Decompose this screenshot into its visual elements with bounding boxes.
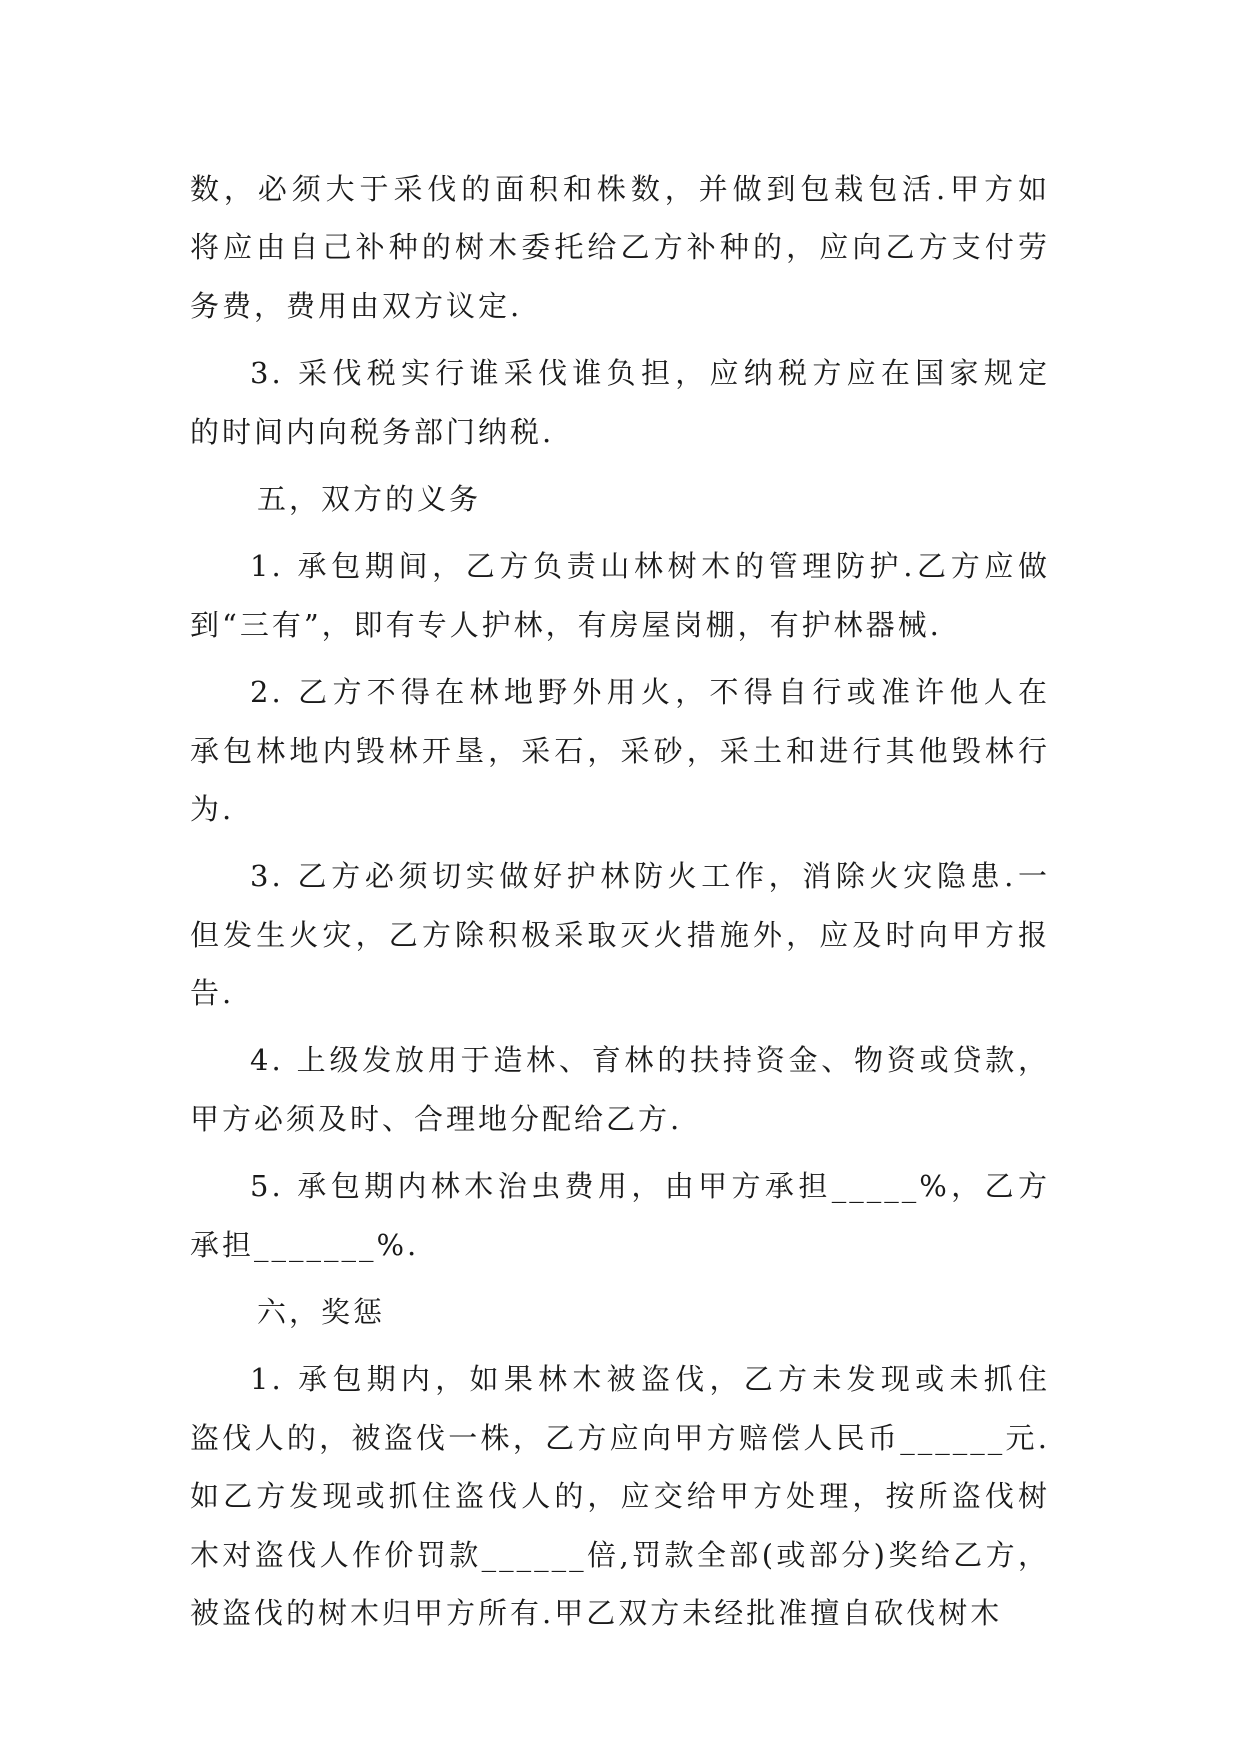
text-line: 被盗伐的树木归甲方所有.甲乙双方未经批准擅自砍伐树木 bbox=[190, 1595, 1003, 1630]
paragraph-spacer bbox=[190, 461, 1050, 470]
text-line: 告. bbox=[190, 976, 235, 1011]
text-line: 甲方必须及时、合理地分配给乙方. bbox=[190, 1101, 683, 1136]
text-line: 盗伐人的，被盗伐一株，乙方应向甲方赔偿人民币______元. bbox=[190, 1420, 1050, 1455]
text-line: 木对盗伐人作价罚款______倍,罚款全部(或部分)奖给乙方， bbox=[190, 1537, 1050, 1572]
paragraph-spacer bbox=[190, 1341, 1050, 1350]
paragraph-spacer bbox=[190, 528, 1050, 537]
text-line: 六，奖惩 bbox=[257, 1295, 386, 1330]
paragraph-spacer bbox=[190, 1274, 1050, 1283]
text-line: 1. 承包期间，乙方负责山林树木的管理防护.乙方应做 bbox=[250, 549, 1050, 584]
paragraph bbox=[190, 344, 1050, 461]
paragraph-spacer bbox=[190, 654, 1050, 663]
paragraph bbox=[190, 1350, 1050, 1642]
text-line: 但发生火灾，乙方除积极采取灭火措施外，应及时向甲方报 bbox=[190, 917, 1050, 952]
text-line: 1. 承包期内，如果林木被盗伐，乙方未发现或未抓住 bbox=[250, 1362, 1050, 1397]
text-line: 承担_______%. bbox=[190, 1227, 420, 1262]
text-line: 2. 乙方不得在林地野外用火，不得自行或准许他人在 bbox=[250, 675, 1050, 710]
document-body bbox=[190, 160, 1050, 1642]
text-line: 如乙方发现或抓住盗伐人的，应交给甲方处理，按所盗伐树 bbox=[190, 1479, 1050, 1514]
paragraph bbox=[190, 847, 1050, 1022]
paragraph bbox=[190, 537, 1050, 654]
text-line: 4. 上级发放用于造林、育林的扶持资金、物资或贷款， bbox=[250, 1043, 1050, 1078]
text-line: 将应由自己补种的树木委托给乙方补种的，应向乙方支付劳 bbox=[190, 230, 1050, 265]
text-line: 的时间内向税务部门纳税. bbox=[190, 414, 555, 449]
text-line: 3. 采伐税实行谁采伐谁负担，应纳税方应在国家规定 bbox=[250, 356, 1050, 391]
text-line: 数，必须大于采伐的面积和株数，并做到包栽包活.甲方如 bbox=[190, 172, 1050, 206]
text-line: 务费，费用由双方议定. bbox=[190, 288, 523, 323]
paragraph-spacer bbox=[190, 1148, 1050, 1157]
paragraph bbox=[190, 663, 1050, 838]
paragraph bbox=[190, 1031, 1050, 1148]
section-heading bbox=[190, 470, 1050, 528]
paragraph bbox=[190, 160, 1050, 335]
text-line: 到“三有”，即有专人护林，有房屋岗棚，有护林器械. bbox=[190, 607, 942, 642]
paragraph-spacer bbox=[190, 838, 1050, 847]
text-line: 五，双方的义务 bbox=[257, 481, 482, 516]
text-line: 5. 承包期内林木治虫费用，由甲方承担_____%，乙方 bbox=[250, 1169, 1050, 1204]
text-line: 承包林地内毁林开垦，采石，采砂，采土和进行其他毁林行 bbox=[190, 733, 1050, 768]
paragraph-spacer bbox=[190, 1022, 1050, 1031]
paragraph bbox=[190, 1157, 1050, 1274]
section-heading bbox=[190, 1283, 1050, 1341]
text-line: 为. bbox=[190, 791, 235, 826]
text-line: 3. 乙方必须切实做好护林防火工作，消除火灾隐患.一 bbox=[250, 859, 1050, 894]
paragraph-spacer bbox=[190, 335, 1050, 344]
